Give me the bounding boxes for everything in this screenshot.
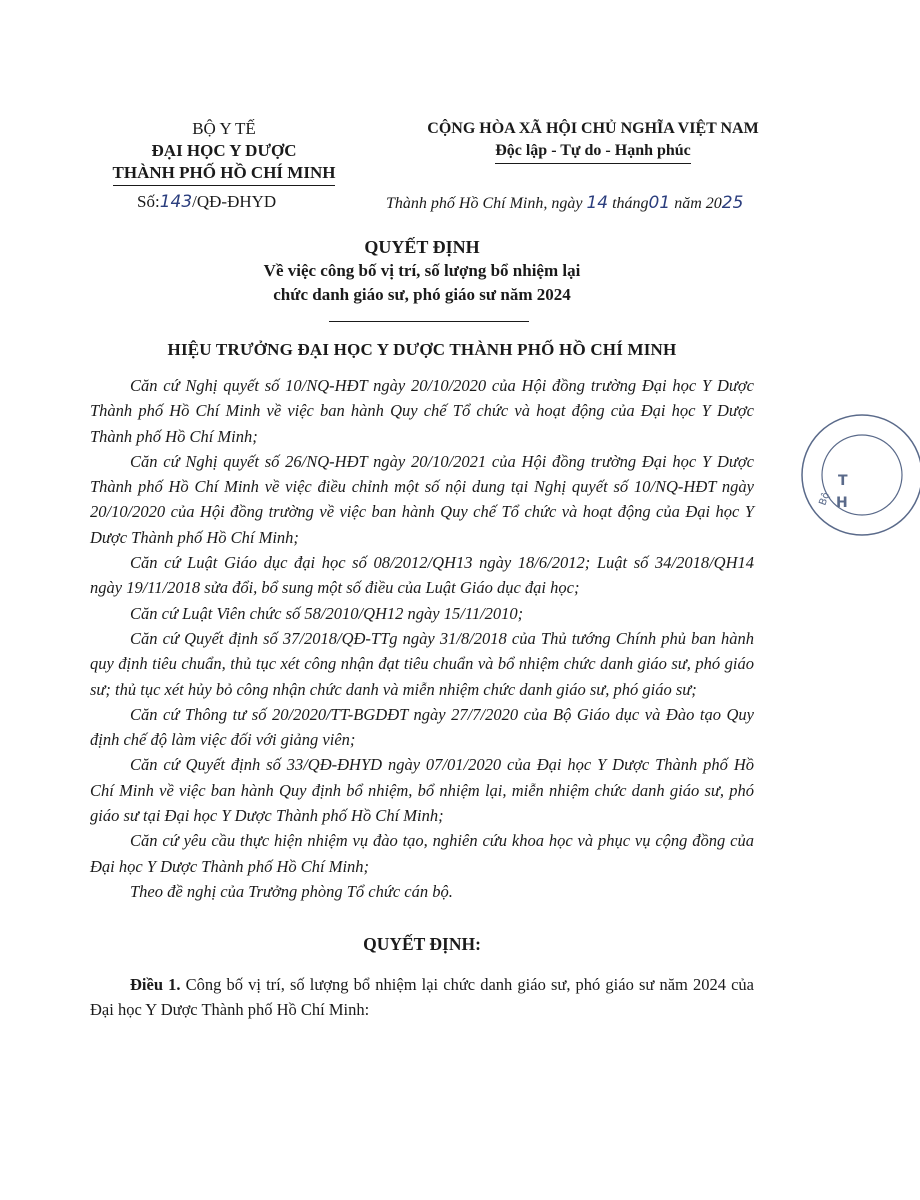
article-1: [90, 972, 754, 1023]
legal-basis-paragraph: Căn cứ Quyết định số 33/QĐ-ĐHYD ngày 07/01/2020 của Đại học Y Dược Thành phố Hồ Chí Minh về việc ban hành Quy định bổ nhiệm, bổ nhiệm lại, miễn nhiệm chức danh giáo sư, phó giáo sư tại Đại học Y Dược Thành phố Hồ Chí Minh;: [90, 755, 754, 826]
article-1-label: Điều 1.: [130, 975, 181, 994]
decision-subject-line1: Về việc công bố vị trí, số lượng bổ nhiệm lại: [263, 261, 581, 280]
date-year-prefix: 20: [705, 195, 722, 212]
legal-basis-paragraph: Căn cứ Thông tư số 20/2020/TT-BGDĐT ngày 27/7/2020 của Bộ Giáo dục và Đào tạo Quy định chế độ làm việc đối với giảng viên;: [90, 704, 754, 750]
issuing-authority: HIỆU TRƯỞNG ĐẠI HỌC Y DƯỢC THÀNH PHỐ HỒ CHÍ MINH: [167, 340, 677, 359]
date-year-handwritten: 25: [721, 193, 744, 213]
issue-date: [386, 193, 743, 213]
official-stamp-fragment: [800, 410, 920, 540]
legal-basis-paragraph: Căn cứ Nghị quyết số 26/NQ-HĐT ngày 20/10/2021 của Hội đồng trường Đại học Y Dược Thành phố Hồ Chí Minh về việc điều chỉnh một số nội dung tại Nghị quyết số 10/NQ-HĐT ngày 20/10/2020 của Hội đồng trường về việc ban hành Quy chế Tổ chức và hoạt động của Đại học Y Dược Thành phố Hồ Chí Minh;: [90, 451, 754, 547]
date-day-handwritten: 14: [586, 193, 609, 213]
date-year-label: năm: [674, 195, 702, 212]
legal-basis-paragraph: Căn cứ Luật Viên chức số 58/2010/QH12 ngày 15/11/2010;: [130, 603, 524, 623]
stamp-fragment-text-3: Bộ: [817, 491, 833, 508]
legal-basis-paragraph: Căn cứ Quyết định số 37/2018/QĐ-TTg ngày 31/8/2018 của Thủ tướng Chính phủ ban hành quy định tiêu chuẩn, thủ tục xét công nhận đạt tiêu chuẩn và bổ nhiệm chức danh giáo sư, phó giáo sư; thủ tục xét hủy bỏ công nhận chức danh và miễn nhiệm chức danh giáo sư, phó giáo sư;: [90, 628, 754, 699]
country-name: CỘNG HÒA XÃ HỘI CHỦ NGHĨA VIỆT NAM: [427, 120, 759, 137]
university-name-line2: THÀNH PHỐ HỒ CHÍ MINH: [113, 162, 336, 186]
decision-title-block: [90, 235, 754, 307]
decision-heading: QUYẾT ĐỊNH:: [363, 934, 481, 954]
legal-basis-paragraph: Căn cứ Luật Giáo dục đại học số 08/2012/QH13 ngày 18/6/2012; Luật số 34/2018/QH14 ngày 19/11/2018 sửa đổi, bổ sung một số điều của Luật Giáo dục đại học;: [90, 553, 754, 598]
national-header-block: [383, 118, 803, 164]
document-number-suffix: /QĐ-ĐHYD: [192, 192, 277, 211]
issuing-agency-block: [90, 118, 358, 186]
national-motto: Độc lập - Tự do - Hạnh phúc: [495, 140, 691, 164]
article-1-text: Công bố vị trí, số lượng bổ nhiệm lại chức danh giáo sư, phó giáo sư năm 2024 của Đại học Y Dược Thành phố Hồ Chí Minh:: [90, 975, 755, 1020]
document-number-handwritten: 143: [159, 192, 193, 212]
date-month-label: tháng: [612, 195, 649, 212]
university-name-line1: ĐẠI HỌC Y DƯỢC: [151, 141, 297, 160]
date-prefix: Thành phố Hồ Chí Minh, ngày: [386, 195, 583, 212]
date-month-handwritten: 01: [648, 193, 671, 213]
document-number: [137, 192, 276, 212]
stamp-fragment-text-2: H: [836, 495, 848, 511]
decision-subject-line2: chức danh giáo sư, phó giáo sư năm 2024: [273, 285, 571, 304]
legal-basis-section: [90, 373, 754, 904]
stamp-fragment-text: T: [838, 473, 848, 489]
title-divider: [329, 321, 529, 322]
document-number-prefix: Số:: [137, 192, 160, 211]
decision-title: QUYẾT ĐỊNH: [364, 237, 480, 257]
legal-basis-paragraph: Theo đề nghị của Trưởng phòng Tổ chức cán bộ.: [130, 881, 453, 901]
legal-basis-paragraph: Căn cứ Nghị quyết số 10/NQ-HĐT ngày 20/10/2020 của Hội đồng trường Đại học Y Dược Thành phố Hồ Chí Minh về việc ban hành Quy chế Tổ chức và hoạt động của Đại học Y Dược Thành phố Hồ Chí Minh;: [90, 376, 754, 446]
legal-basis-paragraph: Căn cứ yêu cầu thực hiện nhiệm vụ đào tạo, nghiên cứu khoa học và phục vụ cộng đồng của Đại học Y Dược Thành phố Hồ Chí Minh;: [90, 831, 754, 876]
ministry-name: BỘ Y TẾ: [192, 119, 256, 138]
